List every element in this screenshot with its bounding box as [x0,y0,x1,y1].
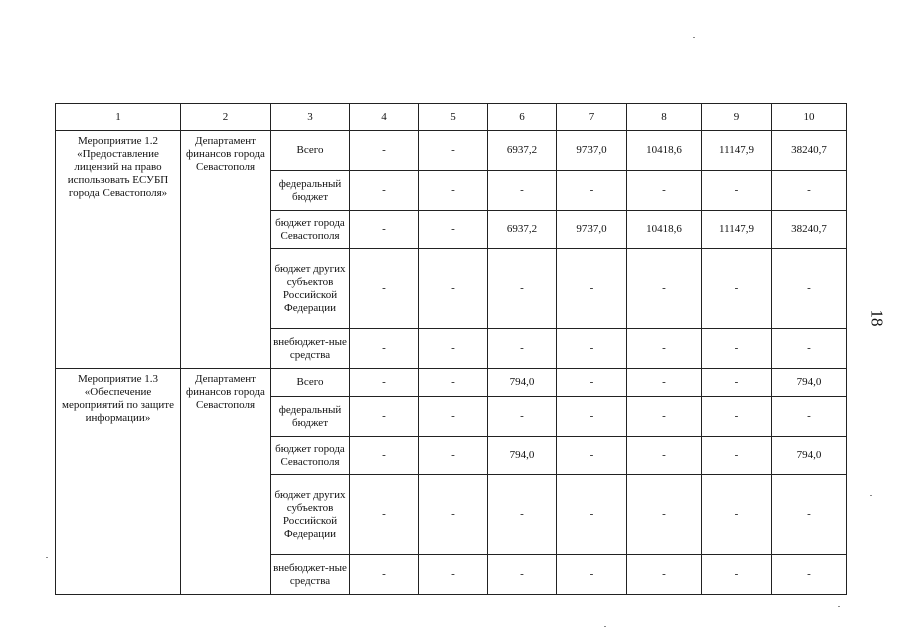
measure-cell: Мероприятие 1.2 «Предоставление лицензий на право использовать ЕСУБП города Севастополя» [56,131,181,369]
amount-cell: - [557,171,627,211]
amount-cell: 794,0 [488,369,557,397]
amount-cell: 11147,9 [702,131,772,171]
header-cell: 1 [56,104,181,131]
amount-cell: - [702,249,772,329]
scan-speck [604,626,606,627]
amount-cell: 9737,0 [557,131,627,171]
amount-cell: - [419,131,488,171]
scan-speck [693,37,695,38]
amount-cell: - [488,329,557,369]
amount-cell: 6937,2 [488,211,557,249]
amount-cell: 11147,9 [702,211,772,249]
header-cell: 6 [488,104,557,131]
amount-cell: - [350,369,419,397]
amount-cell: - [488,475,557,555]
amount-cell: 10418,6 [627,211,702,249]
scan-speck [870,495,872,496]
header-cell: 2 [181,104,271,131]
amount-cell: - [488,397,557,437]
amount-cell: - [350,397,419,437]
header-row [56,104,847,131]
funding-source-cell: бюджет города Севастополя [271,437,350,475]
amount-cell: - [350,171,419,211]
amount-cell: - [702,397,772,437]
amount-cell: - [702,329,772,369]
amount-cell: - [702,369,772,397]
amount-cell: - [627,437,702,475]
header-cell: 7 [557,104,627,131]
table-row [56,369,847,397]
header-cell: 9 [702,104,772,131]
amount-cell: - [557,475,627,555]
amount-cell: - [350,475,419,555]
header-cell: 4 [350,104,419,131]
funding-source-cell: внебюджет-ные средства [271,329,350,369]
scan-speck [838,606,840,607]
amount-cell: - [419,171,488,211]
amount-cell: - [350,131,419,171]
amount-cell: - [419,249,488,329]
department-cell: Департамент финансов города Севастополя [181,131,271,369]
page-number: 18 [867,309,887,327]
department-cell: Департамент финансов города Севастополя [181,369,271,595]
amount-cell: - [627,397,702,437]
funding-table [55,103,847,595]
amount-cell: - [419,329,488,369]
amount-cell: - [350,329,419,369]
amount-cell: 38240,7 [772,211,847,249]
amount-cell: - [627,329,702,369]
amount-cell: - [557,369,627,397]
amount-cell: - [350,555,419,595]
amount-cell: - [702,555,772,595]
amount-cell: - [488,249,557,329]
amount-cell: - [772,555,847,595]
funding-source-cell: бюджет города Севастополя [271,211,350,249]
amount-cell: 9737,0 [557,211,627,249]
amount-cell: - [627,369,702,397]
header-cell: 3 [271,104,350,131]
amount-cell: - [627,555,702,595]
amount-cell: - [772,397,847,437]
amount-cell: - [702,475,772,555]
funding-source-cell: внебюджет-ные средства [271,555,350,595]
amount-cell: - [419,555,488,595]
amount-cell: - [557,249,627,329]
amount-cell: - [488,555,557,595]
amount-cell: 10418,6 [627,131,702,171]
header-cell: 5 [419,104,488,131]
funding-source-cell: Всего [271,131,350,171]
amount-cell: - [772,249,847,329]
amount-cell: - [772,171,847,211]
amount-cell: - [350,211,419,249]
funding-source-cell: федеральный бюджет [271,171,350,211]
amount-cell: - [419,211,488,249]
amount-cell: 794,0 [772,437,847,475]
table-body [56,104,847,595]
amount-cell: 794,0 [488,437,557,475]
amount-cell: - [419,397,488,437]
amount-cell: 6937,2 [488,131,557,171]
amount-cell: - [772,329,847,369]
funding-source-cell: федеральный бюджет [271,397,350,437]
amount-cell: - [627,475,702,555]
amount-cell: - [350,249,419,329]
funding-source-cell: бюджет других субъектов Российской Федерации [271,249,350,329]
amount-cell: - [419,475,488,555]
funding-source-cell: бюджет других субъектов Российской Федерации [271,475,350,555]
amount-cell: - [419,437,488,475]
amount-cell: - [772,475,847,555]
amount-cell: - [350,437,419,475]
amount-cell: - [627,249,702,329]
amount-cell: - [419,369,488,397]
amount-cell: 794,0 [772,369,847,397]
header-cell: 8 [627,104,702,131]
amount-cell: - [557,555,627,595]
amount-cell: - [702,437,772,475]
amount-cell: - [557,397,627,437]
amount-cell: - [557,329,627,369]
header-cell: 10 [772,104,847,131]
amount-cell: 38240,7 [772,131,847,171]
amount-cell: - [627,171,702,211]
scan-speck [46,557,48,558]
funding-source-cell: Всего [271,369,350,397]
measure-cell: Мероприятие 1.3 «Обеспечение мероприятий по защите информации» [56,369,181,595]
amount-cell: - [488,171,557,211]
amount-cell: - [702,171,772,211]
table-row [56,131,847,171]
amount-cell: - [557,437,627,475]
